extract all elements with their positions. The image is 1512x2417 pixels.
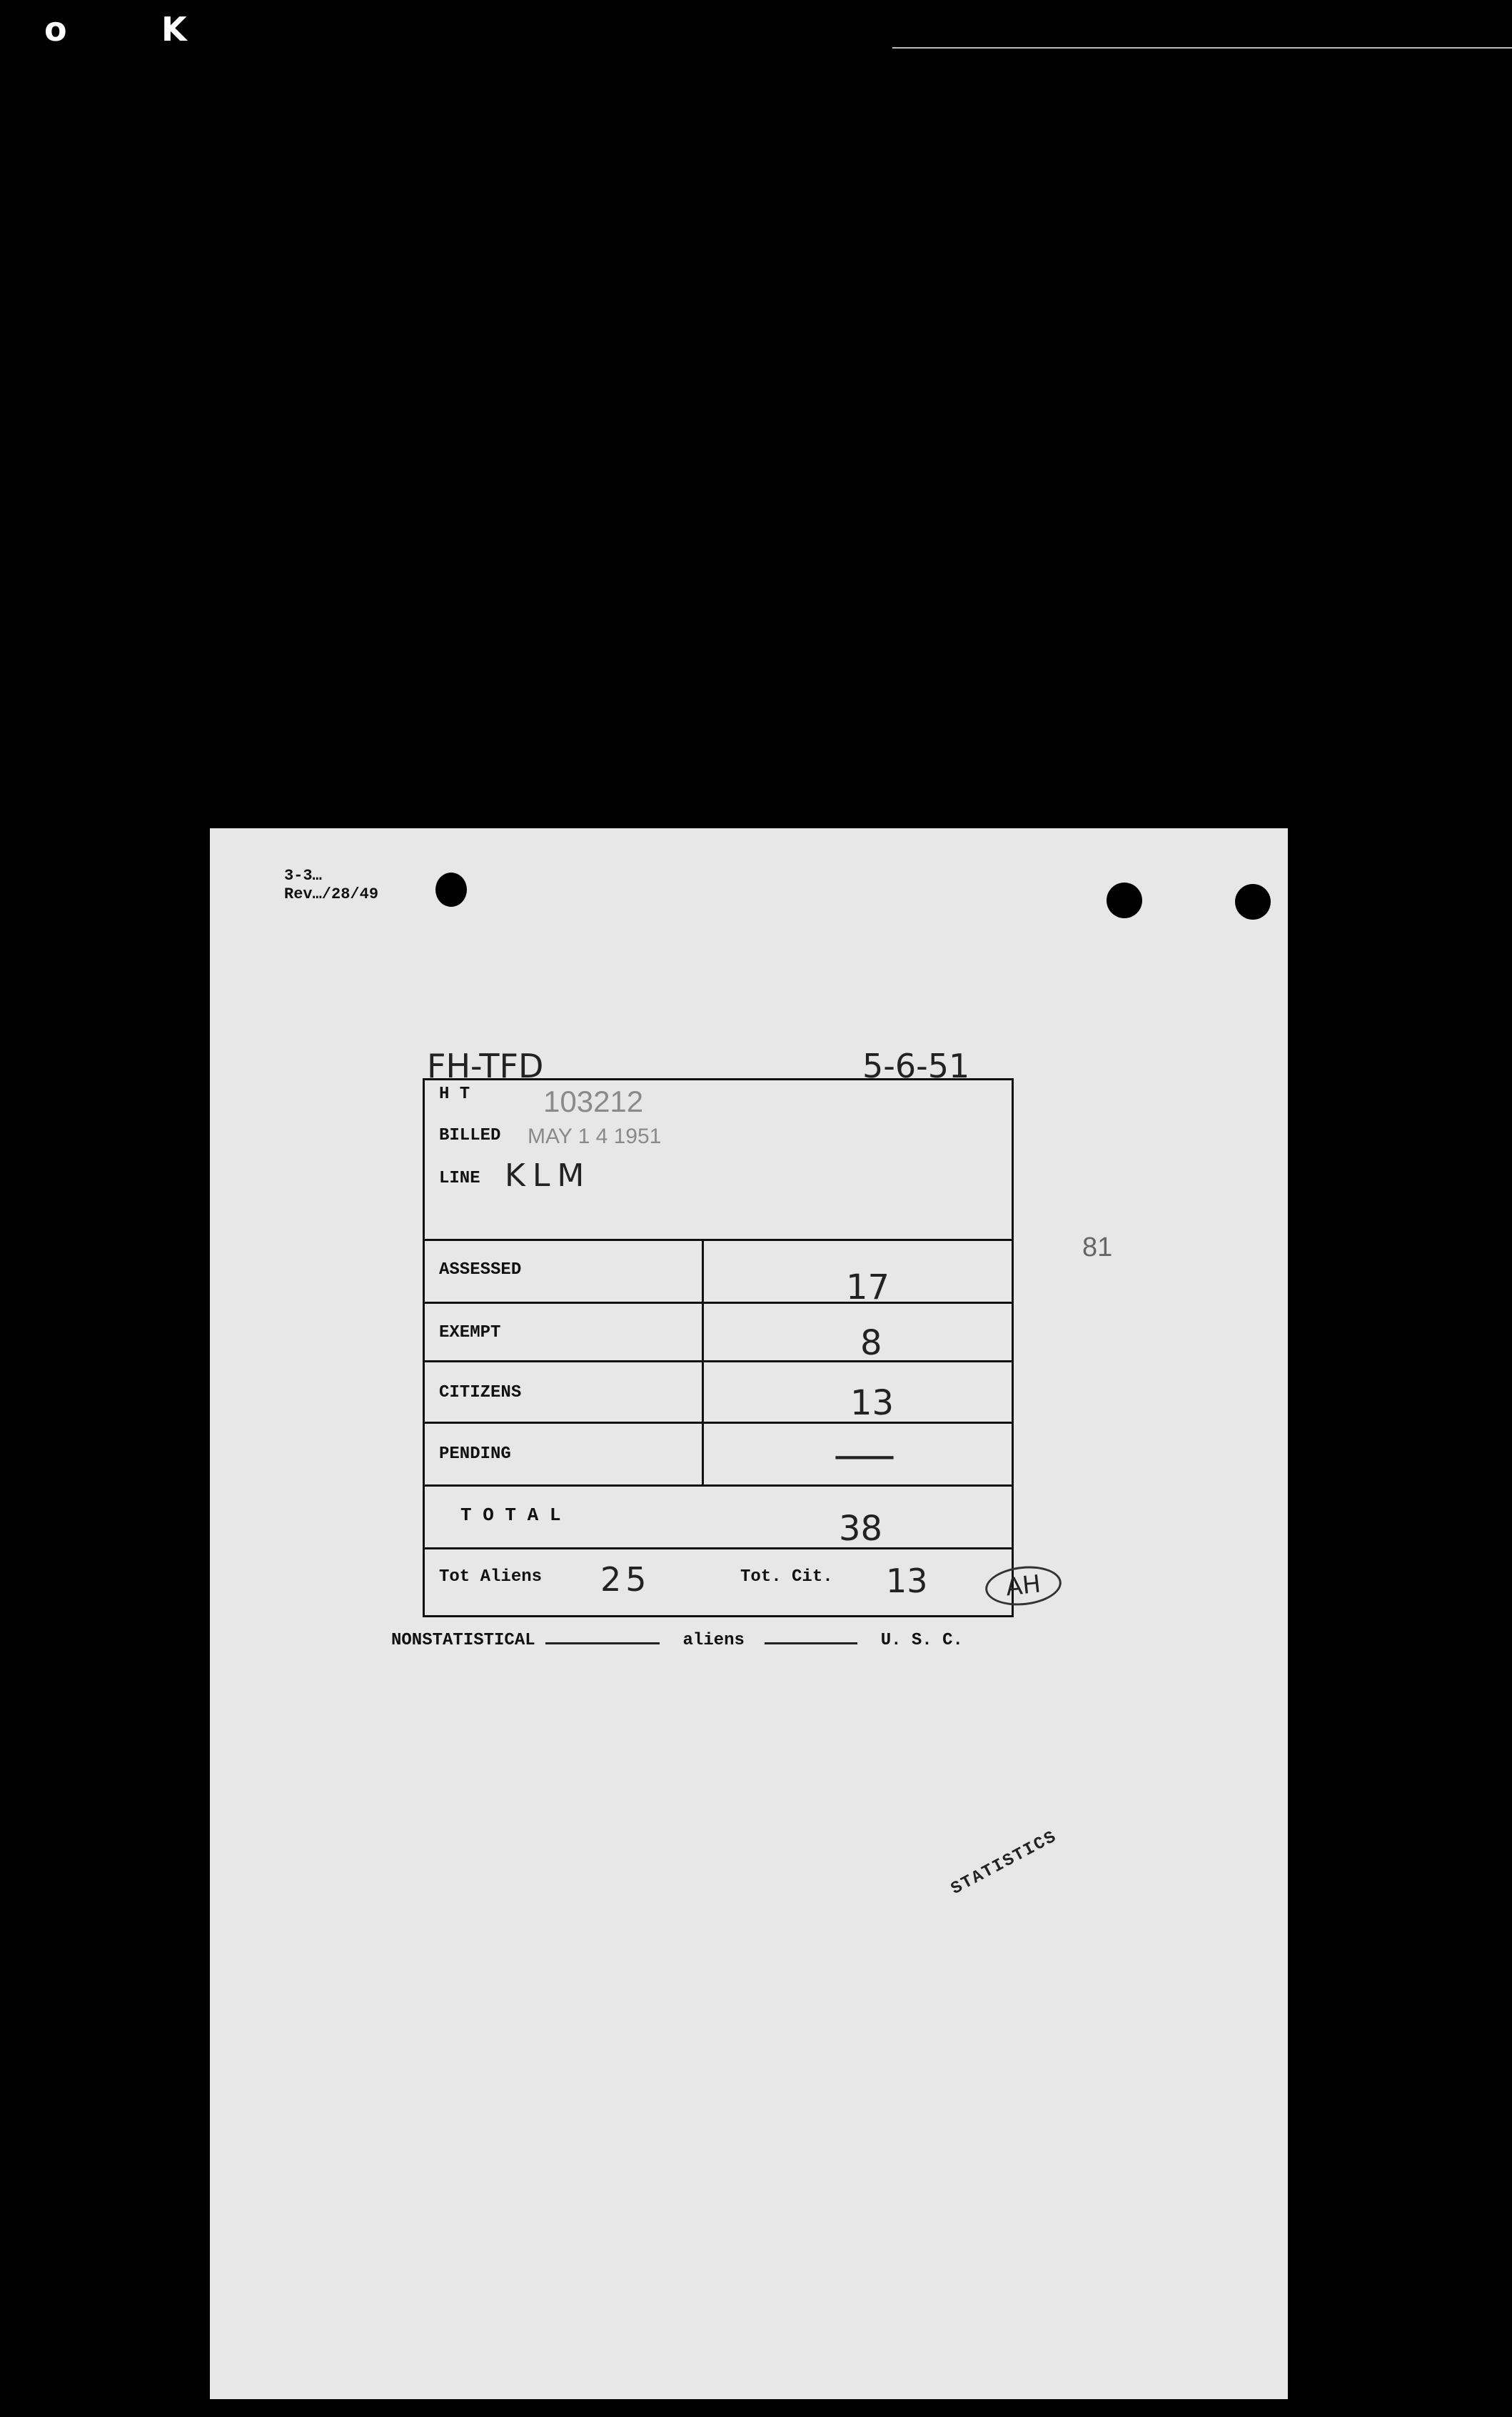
tot-aliens-value: 25 — [600, 1560, 651, 1599]
row-value: 8 — [860, 1323, 882, 1363]
tot-aliens-label: Tot Aliens — [439, 1567, 543, 1587]
ht-label: H T — [439, 1085, 470, 1104]
punch-hole — [1107, 883, 1142, 918]
row-value: — — [832, 1430, 897, 1480]
statistics-stamp: STATISTICS — [948, 1826, 1061, 1899]
film-mark-right: K — [161, 10, 187, 49]
nonstatistical-blank — [545, 1642, 660, 1644]
total-label: T O T A L — [460, 1504, 561, 1526]
statistics-form-box — [423, 1078, 1014, 1617]
rule — [425, 1484, 1012, 1487]
side-number-stamp: 81 — [1082, 1232, 1113, 1262]
billed-label: BILLED — [439, 1126, 501, 1145]
initials-signature: AH — [983, 1563, 1063, 1609]
usc-label: U. S. C. — [880, 1631, 963, 1650]
total-value: 38 — [839, 1509, 883, 1549]
row-label: ASSESSED — [439, 1260, 522, 1280]
row-label: CITIZENS — [439, 1383, 522, 1402]
rule — [425, 1547, 1012, 1549]
nonstatistical-line — [391, 1631, 963, 1650]
punch-hole — [435, 873, 467, 907]
header-date: 5-6-51 — [862, 1047, 970, 1085]
aliens-label: aliens — [682, 1631, 745, 1650]
rule — [425, 1239, 1012, 1241]
film-mark-left: o — [44, 10, 67, 49]
film-edge-line — [892, 47, 1512, 49]
column-divider — [702, 1239, 704, 1486]
form-revision: Rev…/28/49 — [284, 885, 379, 903]
row-value: 17 — [846, 1267, 890, 1307]
ht-number-stamp: 103212 — [543, 1085, 644, 1118]
row-label: EXEMPT — [439, 1323, 501, 1342]
rule — [425, 1302, 1012, 1304]
row-value: 13 — [850, 1383, 894, 1423]
nonstatistical-label: NONSTATISTICAL — [391, 1631, 535, 1650]
rule — [425, 1422, 1012, 1424]
punch-hole — [1235, 884, 1271, 920]
header-left-handwriting: FH-TFD — [427, 1047, 544, 1085]
aliens-blank — [765, 1642, 857, 1644]
billed-date-stamp: MAY 1 4 1951 — [528, 1125, 662, 1148]
document-page — [210, 828, 1288, 2399]
row-label: PENDING — [439, 1444, 511, 1464]
form-number: 3-3… — [284, 867, 322, 885]
line-value: KLM — [505, 1157, 592, 1194]
tot-cit-value: 13 — [886, 1562, 928, 1600]
line-label: LINE — [439, 1169, 480, 1188]
rule — [425, 1360, 1012, 1362]
tot-cit-label: Tot. Cit. — [740, 1567, 833, 1587]
